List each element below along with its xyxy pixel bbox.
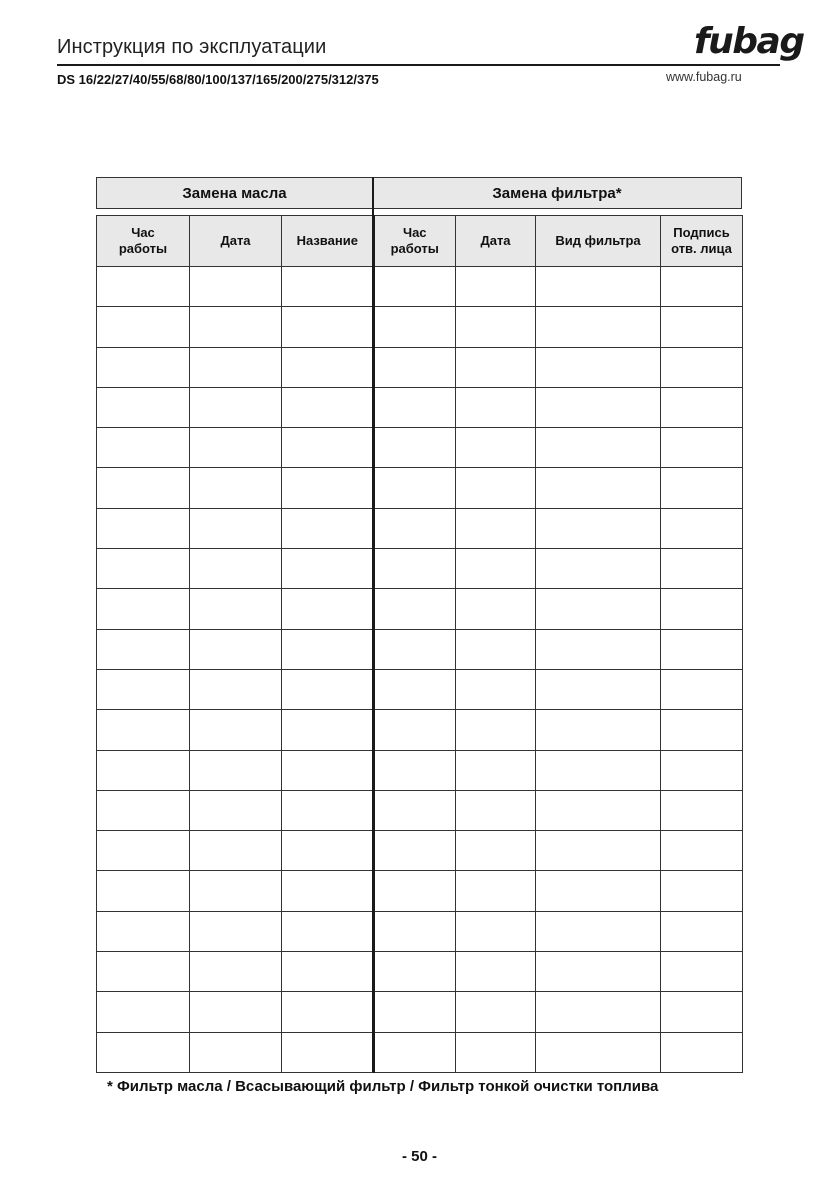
table-cell	[374, 267, 456, 307]
group-header-label: Замена масла	[182, 184, 287, 202]
table-cell	[190, 267, 282, 307]
table-cell	[282, 952, 374, 992]
table-cell	[456, 387, 536, 427]
table-cell	[190, 468, 282, 508]
table-cell	[661, 669, 743, 709]
table-row	[97, 750, 743, 790]
table-cell	[374, 589, 456, 629]
table-cell	[536, 710, 661, 750]
table-cell	[282, 508, 374, 548]
table-cell	[456, 1032, 536, 1072]
group-header-label: Замена фильтра*	[492, 184, 622, 202]
table-cell	[190, 307, 282, 347]
table-cell	[97, 669, 190, 709]
table-row	[97, 307, 743, 347]
table-cell	[661, 911, 743, 951]
table-cell	[374, 387, 456, 427]
table-cell	[190, 911, 282, 951]
table-row	[97, 629, 743, 669]
table-cell	[536, 831, 661, 871]
table-cell	[456, 468, 536, 508]
table-cell	[661, 710, 743, 750]
table-cell	[190, 549, 282, 589]
table-cell	[190, 669, 282, 709]
table-cell	[97, 629, 190, 669]
table-cell	[190, 992, 282, 1032]
table-cell	[282, 750, 374, 790]
table-row	[97, 549, 743, 589]
table-cell	[456, 428, 536, 468]
table-cell	[456, 831, 536, 871]
table-cell	[190, 347, 282, 387]
column-header-line: Название	[296, 233, 358, 248]
table-cell	[536, 669, 661, 709]
table-cell	[97, 428, 190, 468]
table-cell	[282, 589, 374, 629]
table-cell	[282, 267, 374, 307]
table-row	[97, 952, 743, 992]
table-cell	[456, 629, 536, 669]
table-cell	[190, 831, 282, 871]
table-row	[97, 267, 743, 307]
table-row	[97, 347, 743, 387]
table-cell	[97, 468, 190, 508]
table-cell	[456, 347, 536, 387]
table-cell	[536, 952, 661, 992]
table-row	[97, 589, 743, 629]
table-row	[97, 468, 743, 508]
table-cell	[374, 750, 456, 790]
table-cell	[282, 428, 374, 468]
table-cell	[190, 428, 282, 468]
table-cell	[97, 750, 190, 790]
table-cell	[456, 871, 536, 911]
table-cell	[661, 871, 743, 911]
table-cell	[536, 468, 661, 508]
table-cell	[282, 710, 374, 750]
table-cell	[661, 831, 743, 871]
column-header-date	[190, 216, 282, 267]
table-cell	[282, 992, 374, 1032]
table-cell	[97, 589, 190, 629]
table-cell	[374, 1032, 456, 1072]
table-cell	[456, 710, 536, 750]
table-cell	[282, 871, 374, 911]
table-cell	[282, 790, 374, 830]
table-cell	[456, 992, 536, 1032]
table-cell	[456, 669, 536, 709]
table-cell	[97, 267, 190, 307]
table-cell	[374, 831, 456, 871]
table-cell	[374, 307, 456, 347]
table-cell	[456, 952, 536, 992]
table-cell	[97, 992, 190, 1032]
table-cell	[282, 307, 374, 347]
column-header-line: Дата	[480, 233, 511, 248]
table-cell	[282, 387, 374, 427]
group-header-filter-change	[373, 177, 742, 209]
table-row	[97, 871, 743, 911]
table-cell	[190, 629, 282, 669]
table-cell	[190, 387, 282, 427]
maintenance-log-table	[96, 215, 743, 1073]
table-cell	[97, 871, 190, 911]
column-header-line: Дата	[220, 233, 251, 248]
table-cell	[97, 387, 190, 427]
column-header-line: Час	[131, 225, 155, 240]
table-cell	[661, 508, 743, 548]
table-cell	[661, 347, 743, 387]
table-cell	[282, 629, 374, 669]
table-cell	[97, 911, 190, 951]
table-cell	[456, 508, 536, 548]
table-cell	[374, 508, 456, 548]
table-cell	[661, 549, 743, 589]
table-row	[97, 1032, 743, 1072]
column-header-line: работы	[390, 241, 439, 256]
table-cell	[456, 911, 536, 951]
page-number: - 50 -	[401, 1148, 437, 1165]
table-cell	[456, 790, 536, 830]
column-header-oil-name	[282, 216, 374, 267]
group-header-oil-change	[96, 177, 373, 209]
table-cell	[374, 347, 456, 387]
table-cell	[661, 1032, 743, 1072]
table-row	[97, 508, 743, 548]
table-cell	[97, 710, 190, 750]
header-divider	[57, 64, 780, 66]
table-cell	[661, 307, 743, 347]
table-cell	[536, 549, 661, 589]
table-cell	[661, 952, 743, 992]
table-cell	[374, 790, 456, 830]
table-cell	[536, 871, 661, 911]
table-cell	[282, 831, 374, 871]
table-cell	[374, 468, 456, 508]
table-cell	[97, 347, 190, 387]
table-cell	[374, 428, 456, 468]
table-row	[97, 992, 743, 1032]
table-cell	[374, 911, 456, 951]
table-cell	[282, 549, 374, 589]
table-cell	[282, 669, 374, 709]
column-header-line: Подпись	[673, 225, 730, 240]
table-cell	[190, 589, 282, 629]
table-cell	[536, 1032, 661, 1072]
column-header-date	[456, 216, 536, 267]
table-cell	[661, 267, 743, 307]
table-cell	[97, 307, 190, 347]
table-cell	[661, 750, 743, 790]
table-cell	[97, 790, 190, 830]
table-cell	[456, 549, 536, 589]
table-cell	[97, 508, 190, 548]
table-cell	[661, 629, 743, 669]
table-cell	[374, 669, 456, 709]
table-cell	[536, 428, 661, 468]
column-header-filter-type	[536, 216, 661, 267]
table-cell	[536, 992, 661, 1032]
table-cell	[374, 710, 456, 750]
table-cell	[536, 347, 661, 387]
table-row	[97, 710, 743, 750]
table-cell	[282, 1032, 374, 1072]
column-header-hours	[97, 216, 190, 267]
table-cell	[456, 589, 536, 629]
table-row	[97, 831, 743, 871]
table-cell	[190, 710, 282, 750]
table-cell	[661, 428, 743, 468]
document-title: Инструкция по эксплуатации	[57, 36, 327, 58]
column-header-line: работы	[118, 241, 168, 256]
table-cell	[661, 468, 743, 508]
model-list: DS 16/22/27/40/55/68/80/100/137/165/200/275/312/375	[57, 72, 379, 87]
table-cell	[97, 831, 190, 871]
website-link[interactable]: www.fubag.ru	[666, 70, 742, 84]
brand-logo: fubag	[694, 21, 804, 62]
table-cell	[97, 1032, 190, 1072]
group-divider	[372, 177, 374, 1072]
table-cell	[536, 750, 661, 790]
table-cell	[536, 911, 661, 951]
table-cell	[374, 992, 456, 1032]
table-cell	[282, 911, 374, 951]
table-cell	[190, 952, 282, 992]
column-header-line: отв. лица	[671, 241, 732, 256]
table-row	[97, 428, 743, 468]
table-cell	[536, 307, 661, 347]
table-cell	[456, 750, 536, 790]
table-row	[97, 790, 743, 830]
table-cell	[190, 508, 282, 548]
table-cell	[536, 589, 661, 629]
table-cell	[536, 387, 661, 427]
column-header-line: Вид фильтра	[555, 233, 641, 248]
table-cell	[190, 1032, 282, 1072]
table-cell	[190, 750, 282, 790]
table-cell	[456, 307, 536, 347]
table-cell	[374, 871, 456, 911]
log-body	[97, 267, 743, 1073]
column-header-line: Час	[402, 225, 427, 240]
column-header-hours	[374, 216, 456, 267]
table-cell	[456, 267, 536, 307]
column-header-signature	[661, 216, 743, 267]
table-row	[97, 387, 743, 427]
table-cell	[661, 387, 743, 427]
table-cell	[374, 952, 456, 992]
table-row	[97, 911, 743, 951]
table-cell	[282, 347, 374, 387]
table-cell	[97, 549, 190, 589]
table-cell	[536, 508, 661, 548]
column-header-row	[97, 216, 743, 267]
table-row	[97, 669, 743, 709]
table-cell	[536, 790, 661, 830]
table-cell	[97, 952, 190, 992]
table-cell	[536, 267, 661, 307]
table-cell	[661, 790, 743, 830]
table-cell	[282, 468, 374, 508]
table-cell	[374, 629, 456, 669]
table-cell	[374, 549, 456, 589]
table-cell	[536, 629, 661, 669]
table-cell	[190, 790, 282, 830]
footnote: * Фильтр масла / Всасывающий фильтр / Фильтр тонкой очистки топлива	[107, 1078, 659, 1095]
table-cell	[661, 589, 743, 629]
table-cell	[190, 871, 282, 911]
table-cell	[661, 992, 743, 1032]
